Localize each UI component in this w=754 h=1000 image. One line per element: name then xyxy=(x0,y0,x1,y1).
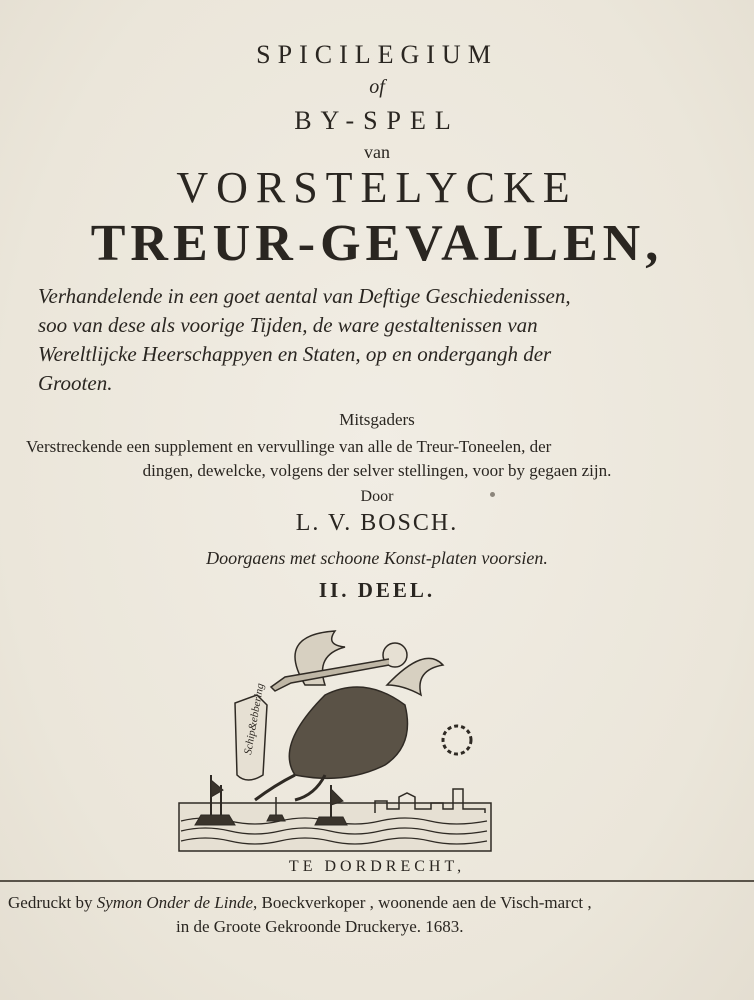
door-label: Door xyxy=(360,488,394,505)
description-line: Wereltlijcke Heerschappyen en Staten, op en ondergangh der xyxy=(38,342,552,366)
description-line: soo van dese als voorige Tijden, de ware gestaltenissen van xyxy=(38,313,538,337)
harbor-scene xyxy=(179,775,491,851)
supplement-line: dingen, dewelcke, volgens der selver stellingen, voor by gegaen zijn. xyxy=(142,461,612,480)
description-line: Grooten. xyxy=(38,371,113,395)
mitsgaders-label: Mitsgaders xyxy=(339,410,415,429)
imprint-prefix: Gedruckt by xyxy=(8,893,97,912)
title-of: of xyxy=(369,76,385,98)
ink-spot xyxy=(490,492,495,497)
author-name: L. V. BOSCH. xyxy=(295,510,459,536)
description-paragraph xyxy=(38,282,678,398)
title-spicilegium: SPICILEGIUM xyxy=(256,40,498,69)
title-by-spel: BY-SPEL xyxy=(294,106,460,135)
emblem-banner-text: Schip&ebbering xyxy=(242,682,267,756)
description-line: Verhandelende in een goet aental van Deftige Geschiedenissen, xyxy=(38,284,571,308)
divider-rule xyxy=(0,880,754,882)
title-treur-gevallen: TREUR-GEVALLEN, xyxy=(90,215,664,272)
title-vorstelycke: VORSTELYCKE xyxy=(176,163,578,212)
place-of-printing: TE DORDRECHT, xyxy=(288,858,466,875)
volume-label: II. DEEL. xyxy=(318,578,436,602)
fame-emblem xyxy=(175,625,495,855)
imprint-suffix: , Boeckverkoper , woonende aen de Visch-marct , xyxy=(253,893,592,912)
fame-figure xyxy=(235,631,471,800)
supplement-line: Verstreckende een supplement en vervullinge van alle de Treur-Toneelen, der xyxy=(26,437,552,456)
imprint-line-1 xyxy=(8,893,738,913)
illustration-note: Doorgaens met schoone Konst-platen voorsien. xyxy=(206,548,548,568)
printer-name: Symon Onder de Linde xyxy=(96,893,254,912)
title-van: van xyxy=(364,142,390,162)
imprint-line-2: in de Groote Gekroonde Druckerye. 1683. xyxy=(176,917,464,936)
